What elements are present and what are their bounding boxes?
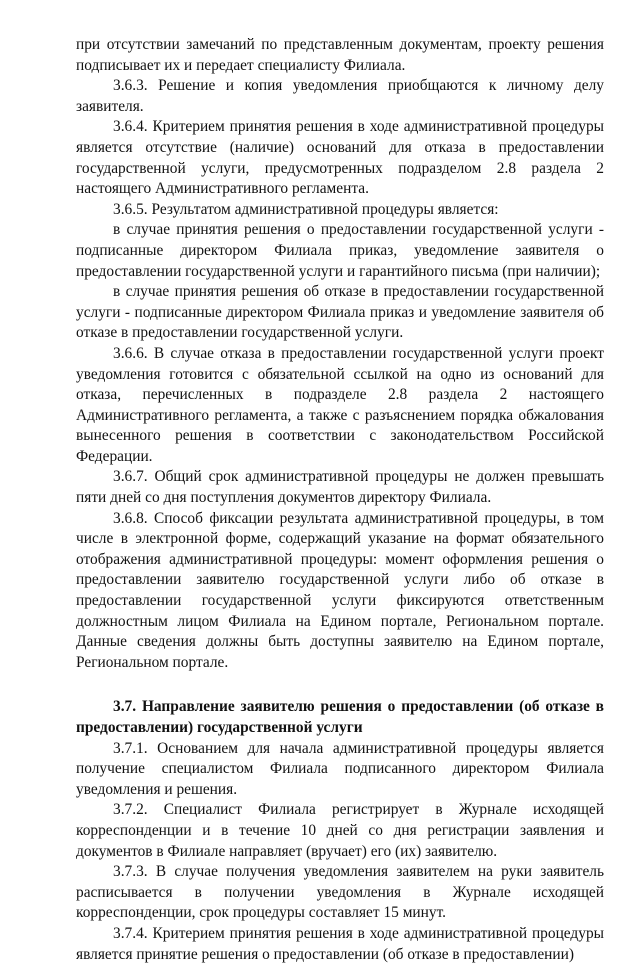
paragraph-3-7-2: 3.7.2. Специалист Филиала регистрирует в Журнале исходящей корреспонденции и в течение 10 дней со дня регистрации заявления и документов в Филиале направляет (вручает) его (их) заявителю. — [76, 801, 604, 860]
paragraph-result-refusal: в случае принятия решения об отказе в предоставлении государственной услуги - подписанные директором Филиала приказ и уведомление заявителя об отказе в предоставлении государственной услуги. — [76, 283, 604, 342]
paragraph-3-6-8: 3.6.8. Способ фиксации результата административной процедуры, в том числе в электронной форме, содержащий указание на формат обязательного отображения административной процедуры: момент оформления решения о предоставлении заявителю государственной услуги либо об отказе в предоставлении государственной услуги фиксируются ответственным должностным лицом Филиала на Едином портале, Региональном портале. Данные сведения должны быть доступны заявителю на Едином портале, Региональном портале. — [76, 509, 604, 671]
paragraph-3-7-3: 3.7.3. В случае получения уведомления заявителем на руки заявитель расписывается в получении уведомления в Журнале исходящей корреспонденции, срок процедуры составляет 15 минут. — [76, 863, 604, 922]
section-heading-3-7: 3.7. Направление заявителю решения о предоставлении (об отказе в предоставлении) государственной услуги — [76, 698, 604, 736]
paragraph-3-6-3: 3.6.3. Решение и копия уведомления приобщаются к личному делу заявителя. — [76, 77, 604, 115]
paragraph-result-grant: в случае принятия решения о предоставлении государственной услуги - подписанные директором Филиала приказ, уведомление заявителя о предоставлении государственной услуги и гарантийного письма (при наличии); — [76, 221, 604, 280]
paragraph-3-6-4: 3.6.4. Критерием принятия решения в ходе административной процедуры является отсутствие (наличие) оснований для отказа в предоставлении государственной услуги, предусмотренных подразделом 2.8 раздела 2 настоящего Административного регламента. — [76, 118, 604, 198]
paragraph-3-7-4: 3.7.4. Критерием принятия решения в ходе административной процедуры является принятие решения о предоставлении (об отказе в предоставлении) — [76, 924, 604, 963]
document-page — [76, 35, 604, 965]
paragraph-continuation: при отсутствии замечаний по представленным документам, проекту решения подписывает их и передает специалисту Филиала. — [76, 36, 604, 74]
paragraph-3-7-1: 3.7.1. Основанием для начала административной процедуры является получение специалистом Филиала подписанного директором Филиала уведомления и решения. — [76, 739, 604, 798]
paragraph-3-6-5: 3.6.5. Результатом административной процедуры является: — [113, 200, 499, 218]
paragraph-3-6-6: 3.6.6. В случае отказа в предоставлении государственной услуги проект уведомления готовится с обязательной ссылкой на одно из оснований для отказа, перечисленных в подразделе 2.8 раздела 2 настоящего Административного регламента, а также с разъяснением порядка обжалования вынесенного решения в соответствии с законодательством Российской Федерации. — [76, 344, 604, 465]
paragraph-3-6-7: 3.6.7. Общий срок административной процедуры не должен превышать пяти дней со дня поступления документов директору Филиала. — [76, 468, 604, 507]
